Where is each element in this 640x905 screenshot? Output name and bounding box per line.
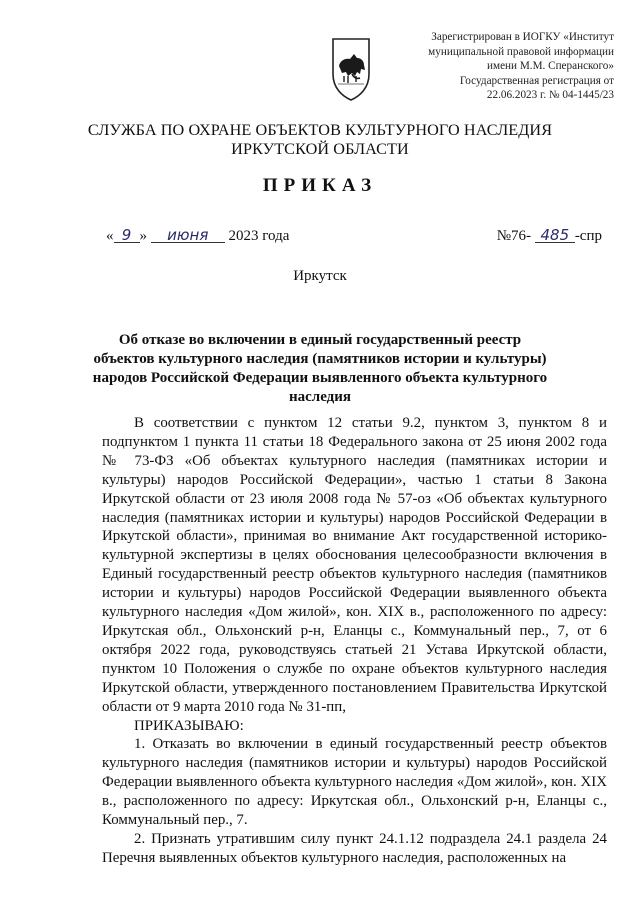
registration-line: 22.06.2023 г. № 04-1445/23	[486, 89, 614, 102]
number-prefix: №76-	[496, 228, 532, 244]
document-title: ПРИКАЗ	[262, 175, 378, 196]
registration-stamp	[409, 30, 614, 103]
date-close-quote: »	[139, 228, 147, 244]
order-date	[106, 228, 289, 245]
order-number	[497, 228, 602, 245]
date-open-quote: «	[106, 228, 114, 244]
agency-name	[0, 121, 640, 159]
agency-line: ИРКУТСКОЙ ОБЛАСТИ	[231, 140, 409, 158]
order-word: ПРИКАЗЫВАЮ:	[134, 717, 244, 734]
registration-line: Государственная регистрация от	[459, 74, 614, 87]
preamble-paragraph: В соответствии с пунктом 12 статьи 9.2, пунктом 3, пунктом 8 и подпунктом 1 пункта 11 статьи 18 Федерального закона от 25 июня 2002 года № 73-ФЗ «Об объектах культурного наследия (памятниках истории и культуры) народов Российской Федерации», частью 1 статьи 8 Закона Иркутской области от 23 июля 2008 года № 57-оз «Об объектах культурного наследия (памятниках истории и культуры) народов Российской Федерации в Иркутской области», принимая во внимание Акт государственной историко-культурной экспертизы в целях обоснования целесообразности включения в Единый государственный реестр объектов культурного наследия (памятников истории и культуры) народов Российской Федерации выявленного объекта культурного наследия «Дом жилой», кон. XIX в., расположенного по адресу: Иркутская обл., Ольхонский р-н, Еланцы с., Коммунальный пер., 7, от 6 октября 2022 года, руководствуясь статьей 21 Устава Иркутской области, пунктом 10 Положения о службе по охране объектов культурного наследия Иркутской области, утвержденного постановлением Правительства Иркутской области от 9 марта 2010 года № 31-пп,	[102, 415, 607, 715]
order-heading: Об отказе во включении в единый государственный реестр объектов культурного наследия (памятников истории и культуры) народов Российской Федерации выявленного объекта культурного наследия	[92, 332, 548, 405]
coat-of-arms-emblem	[330, 36, 372, 102]
agency-line: СЛУЖБА ПО ОХРАНЕ ОБЪЕКТОВ КУЛЬТУРНОГО НАСЛЕДИЯ	[87, 121, 553, 139]
registration-line: муниципальной правовой информации	[428, 45, 614, 58]
number-value: 485	[535, 228, 575, 243]
registration-line: имени М.М. Сперанского»	[487, 60, 614, 73]
date-month: июня	[151, 228, 225, 243]
order-body	[102, 414, 607, 868]
order-item-2: 2. Признать утратившим силу пункт 24.1.12 подраздела 24.1 раздела 24 Перечня выявленных объектов культурного наследия, расположенных на	[102, 830, 607, 866]
registration-line: Зарегистрирован в ИОГКУ «Институт	[431, 31, 614, 43]
date-day: 9	[114, 228, 140, 243]
city-name: Иркутск	[293, 268, 347, 284]
date-year: 2023 года	[228, 228, 290, 244]
number-suffix: -спр	[574, 228, 602, 244]
order-item-1: 1. Отказать во включении в единый государственный реестр объектов культурного наследия (памятников истории и культуры) народов Российской Федерации выявленного объекта культурного наследия «Дом жилой», кон. XIX в., расположенного по адресу: Иркутская обл., Ольхонский р-н, Еланцы с., Коммунальный пер., 7.	[102, 736, 607, 829]
